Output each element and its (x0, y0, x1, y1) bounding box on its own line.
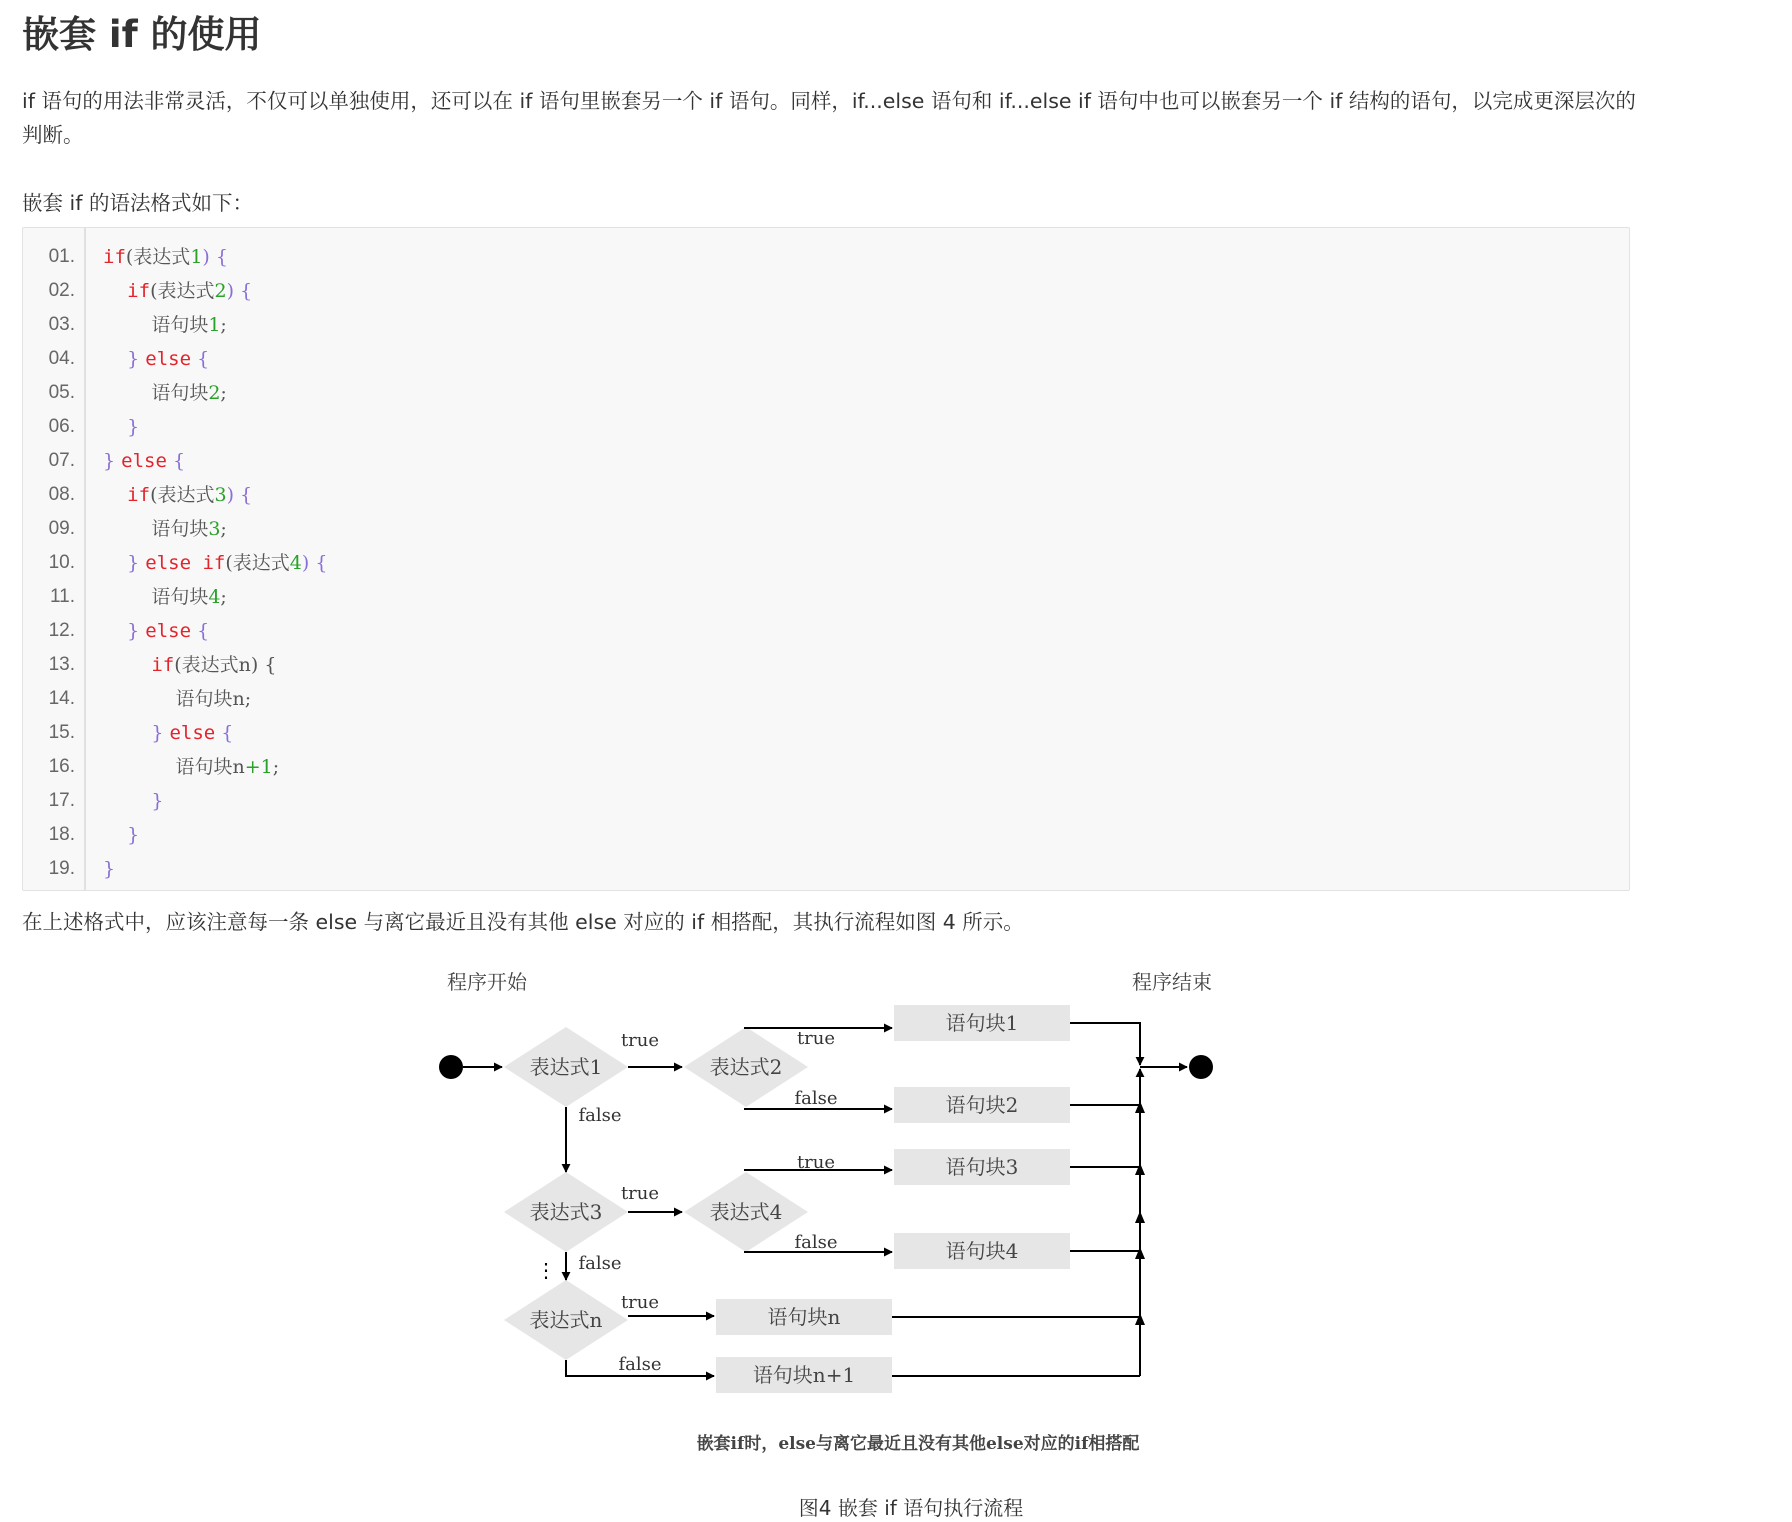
code-token-brace: { (191, 348, 210, 370)
edge-label-true-5: true (620, 1292, 660, 1313)
end-node (1189, 1055, 1213, 1079)
ellipsis-mark: ⋮ (536, 1258, 556, 1282)
code-token-plain: (表达式 (150, 280, 215, 302)
line-number: 03. (48, 314, 75, 335)
edge-label-true-2: true (796, 1028, 836, 1049)
line-number: 15. (48, 722, 75, 743)
code-token-number: 2 (214, 280, 227, 302)
code-token-brace: { (166, 450, 186, 472)
bus-arrow-2 (1135, 1163, 1145, 1175)
code-token-brace: ) { (301, 552, 328, 574)
code-token-keyword: else (145, 348, 192, 370)
code-token-plain: (表达式 (225, 552, 290, 574)
code-token-plain: (表达式 (125, 246, 191, 268)
line-number: 18. (48, 824, 75, 845)
edge-label-false-3: false (794, 1232, 838, 1253)
code-token-plain: ; (220, 518, 227, 540)
code-token-plain: (表达式 (150, 484, 215, 506)
code-token-keyword: else (169, 722, 216, 744)
code-token-keyword: if (127, 484, 151, 506)
code-token-plain: ; (220, 314, 227, 336)
code-token-plain: ; (220, 586, 227, 608)
line-number: 17. (48, 790, 75, 811)
code-token-brace: } (103, 416, 140, 438)
condition-3-label: 表达式3 (529, 1200, 603, 1224)
line-number: 06. (48, 416, 75, 437)
code-token-brace: ) { (226, 484, 253, 506)
block-1-label: 语句块1 (945, 1011, 1019, 1035)
intro-paragraph: if 语句的用法非常灵活，不仅可以单独使用，还可以在 if 语句里嵌套另一个 if 语句。同样，if...else 语句和 if...else if 语句中也可以嵌套另一个 if 结构的语句，以完成更深层次的判断。 (22, 89, 1636, 147)
code-token-brace: } (103, 348, 146, 370)
code-token-brace: } (103, 858, 116, 880)
code-token-brace: } (103, 552, 146, 574)
code-token-number: 4 (289, 552, 302, 574)
code-token-keyword: else (121, 450, 167, 472)
code-token-keyword: else if (145, 552, 226, 574)
code-token-brace: } (103, 450, 122, 472)
code-token-plain: ; (220, 382, 227, 404)
code-token-brace: { (191, 620, 210, 642)
code-token-brace: } (103, 790, 164, 812)
bus-arrow-4 (1135, 1247, 1145, 1259)
code-token-number: 1 (190, 246, 203, 268)
line-number: 13. (48, 654, 75, 675)
code-token-plain: ; (272, 756, 280, 778)
code-token-number: +1 (244, 756, 273, 778)
block-3-label: 语句块3 (945, 1155, 1019, 1179)
edge-label-false-1: false (578, 1105, 622, 1126)
line-number: 14. (48, 688, 75, 709)
code-token-plain: 语句块 (103, 382, 209, 404)
line-number: 09. (48, 518, 75, 539)
line-number: 19. (48, 858, 75, 879)
code-token-number: 4 (208, 586, 221, 608)
code-token-brace: { (215, 722, 234, 744)
code-token-brace: } (103, 824, 140, 846)
edge-label-true-3: true (796, 1152, 836, 1173)
code-token-number: 1 (208, 314, 221, 336)
code-token-brace: } (103, 620, 146, 642)
line-number: 11. (49, 586, 75, 607)
line-number: 04. (48, 348, 75, 369)
code-token-keyword: if (103, 246, 126, 268)
condition-n-label: 表达式n (529, 1308, 603, 1332)
code-token-keyword: if (127, 280, 151, 302)
code-token-brace: ) { (202, 246, 228, 268)
code-token-plain: 语句块 (103, 586, 209, 608)
condition-1-label: 表达式1 (529, 1055, 603, 1079)
code-token-keyword: else (145, 620, 192, 642)
edge-label-true-4: true (620, 1183, 660, 1204)
edge-label-false-4: false (578, 1253, 622, 1274)
code-token-plain: 语句块n (103, 756, 245, 778)
line-number: 12. (48, 620, 75, 641)
code-token-plain: 语句块 (103, 314, 209, 336)
line-number: 07. (48, 450, 75, 471)
code-token-number: 3 (208, 518, 221, 540)
line-number: 16. (48, 756, 75, 777)
flowchart-caption: 嵌套if时，else与离它最近且没有其他else对应的if相搭配 (696, 1434, 1140, 1454)
start-label: 程序开始 (447, 970, 527, 994)
line-number: 05. (48, 382, 75, 403)
page-title: 嵌套 if 的使用 (22, 13, 262, 56)
line-number: 10. (48, 552, 75, 573)
line-number: 01. (48, 246, 75, 267)
bus-arrow-5 (1135, 1313, 1145, 1325)
line-number: 02. (48, 280, 75, 301)
code-token-number: 2 (208, 382, 221, 404)
syntax-intro-paragraph: 嵌套 if 的语法格式如下： (22, 191, 253, 215)
edge-label-false-5: false (618, 1354, 662, 1375)
condition-2-label: 表达式2 (709, 1055, 783, 1079)
bus-arrow-1 (1135, 1101, 1145, 1113)
condition-4-label: 表达式4 (709, 1200, 783, 1224)
end-label: 程序结束 (1132, 970, 1212, 994)
code-token-plain: 语句块 (103, 518, 209, 540)
explanation-paragraph: 在上述格式中，应该注意每一条 else 与离它最近且没有其他 else 对应的 if 相搭配，其执行流程如图 4 所示。 (22, 910, 1024, 934)
bus-arrow-3 (1135, 1211, 1145, 1223)
edge-label-true-1: true (620, 1030, 660, 1051)
block-2-label: 语句块2 (945, 1093, 1019, 1117)
start-node (439, 1055, 463, 1079)
figure-title: 图4 嵌套 if 语句执行流程 (798, 1496, 1024, 1520)
edge-label-false-2: false (794, 1088, 838, 1109)
block-4-label: 语句块4 (945, 1239, 1019, 1263)
code-token-plain: (表达式n) { (174, 654, 277, 676)
block-n-label: 语句块n (767, 1305, 841, 1329)
join-block1 (1070, 1023, 1140, 1065)
code-token-number: 3 (214, 484, 227, 506)
code-token-brace: } (103, 722, 170, 744)
line-number: 08. (48, 484, 75, 505)
code-token-keyword: if (151, 654, 175, 676)
block-n-plus-1-label: 语句块n+1 (752, 1363, 856, 1387)
code-token-plain: 语句块n; (103, 688, 252, 710)
code-token-brace: ) { (226, 280, 253, 302)
